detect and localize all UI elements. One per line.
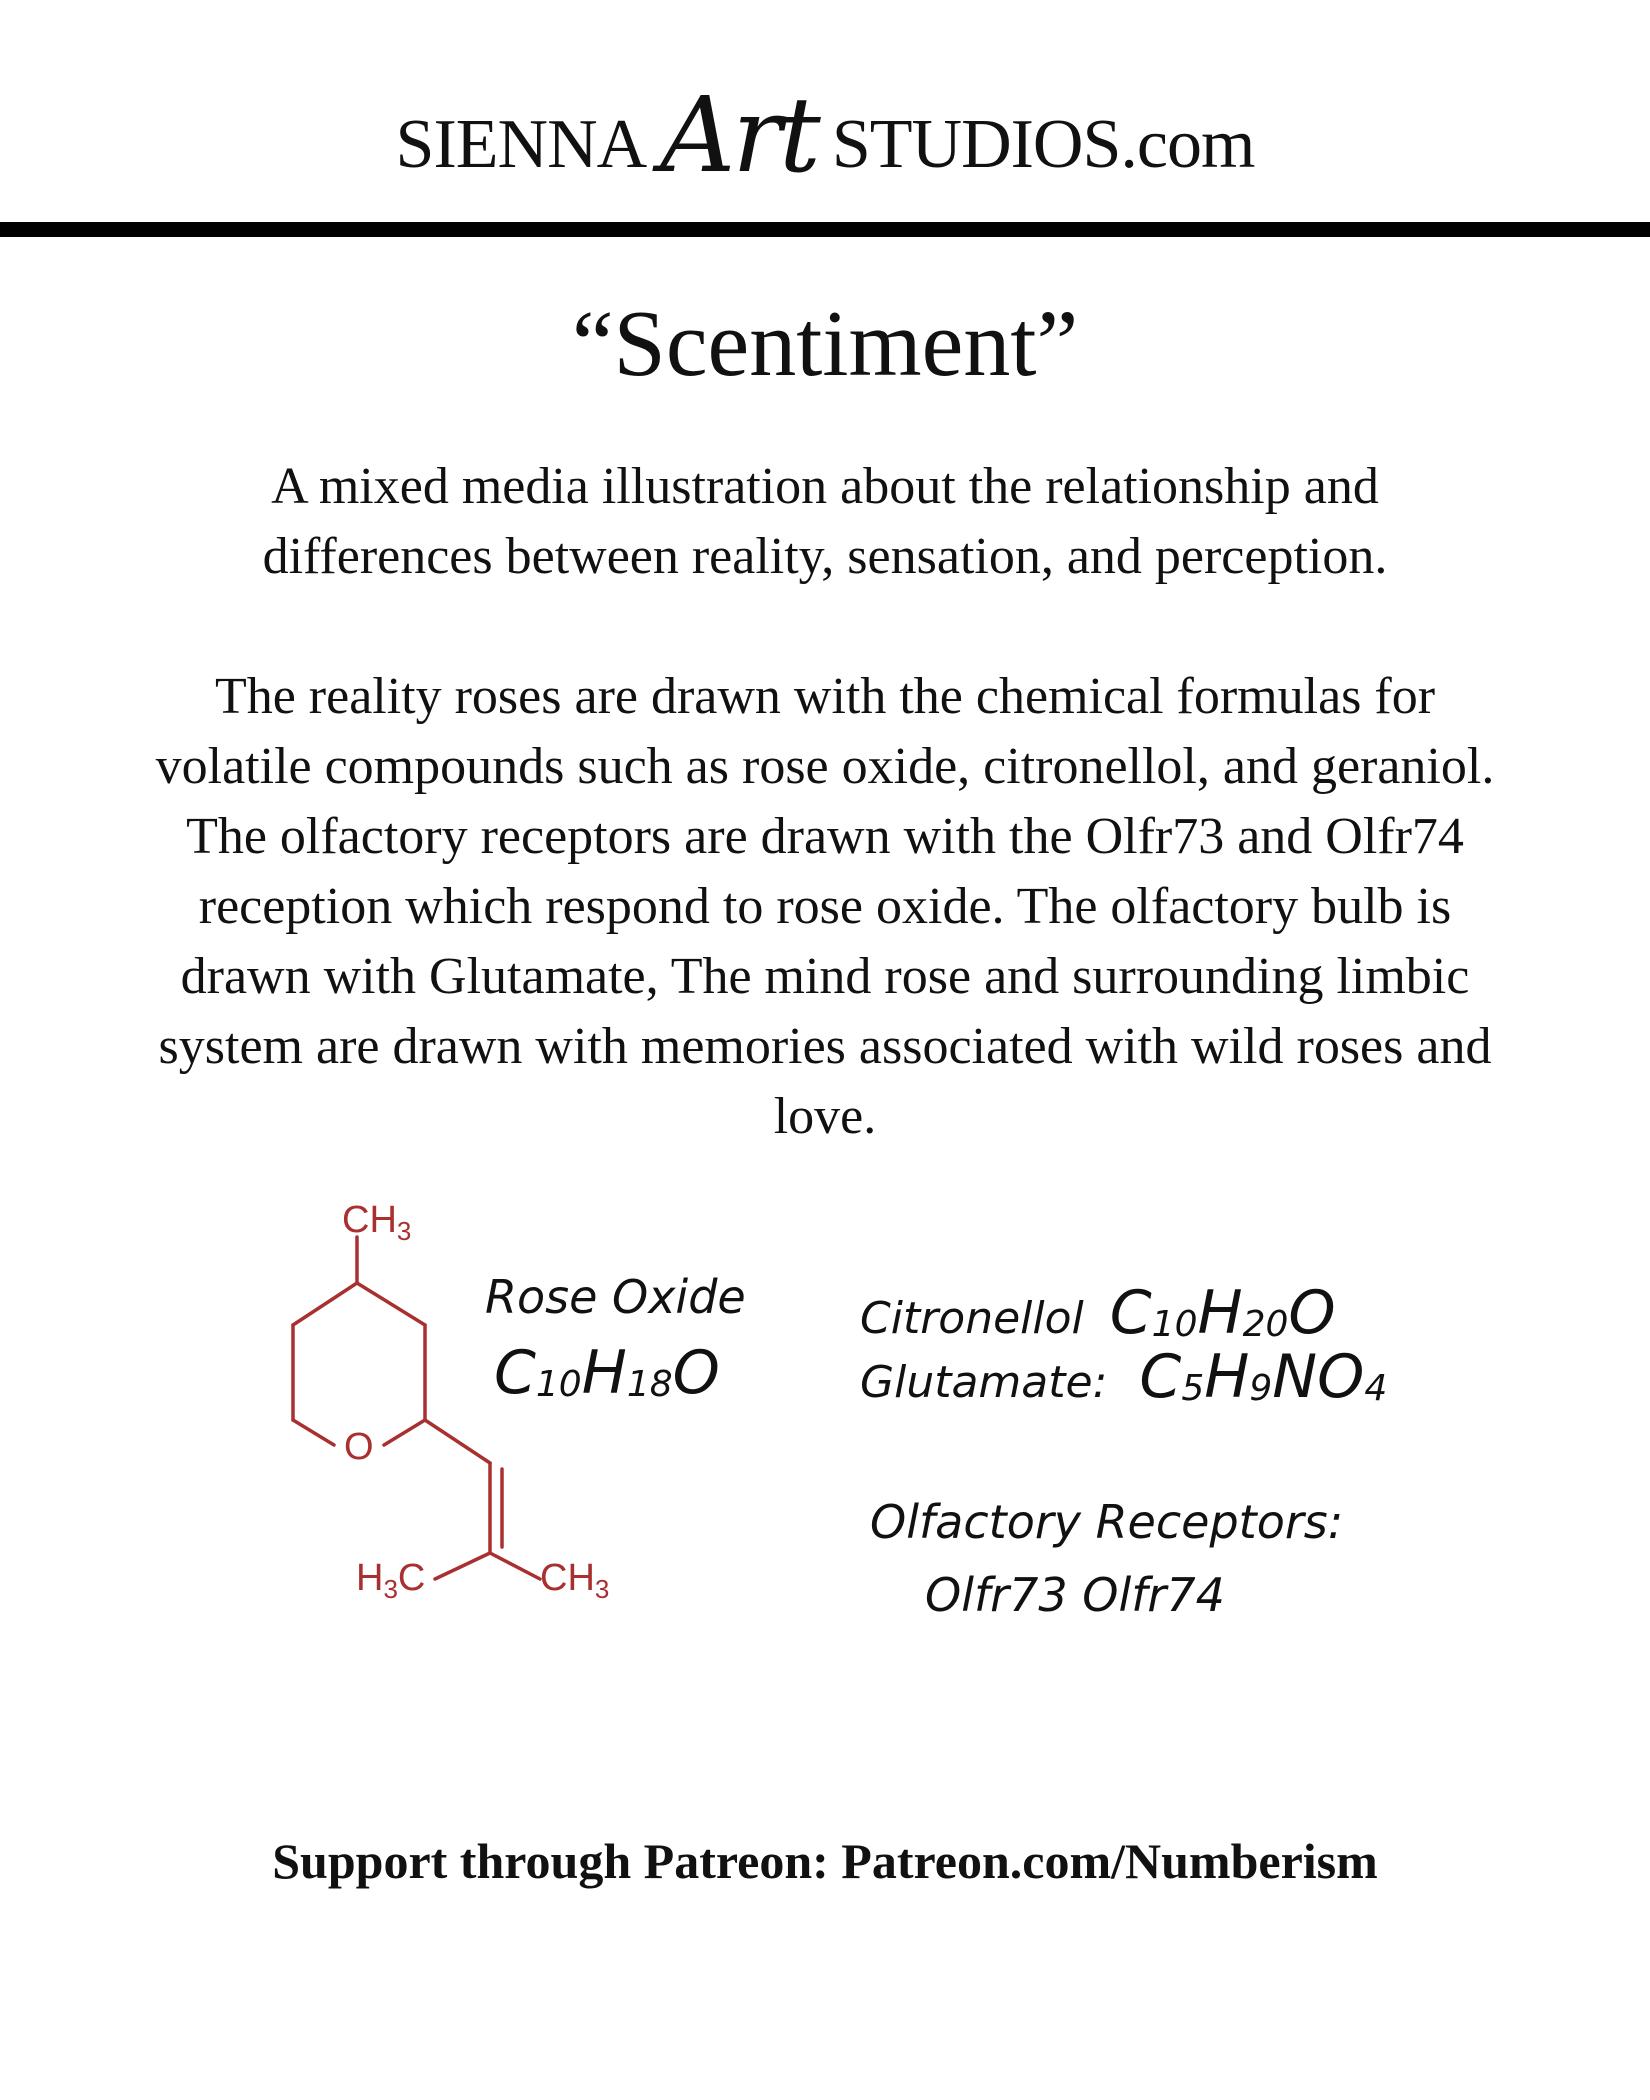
glutamate-label xyxy=(860,1342,1387,1412)
bond-right-methyl xyxy=(490,1553,540,1579)
formula-element: H xyxy=(581,1338,627,1408)
receptors-list: Olfr73 Olfr74 xyxy=(925,1568,1225,1622)
citronellol-label xyxy=(860,1278,1336,1348)
methyl-right-label: $CH_3$ xyxy=(540,1557,610,1604)
formula-subscript: 9 xyxy=(1249,1367,1273,1409)
bond-ring-6 xyxy=(293,1283,357,1325)
methyl-top-label: $CH_3$ xyxy=(342,1199,412,1246)
formula-element: N xyxy=(1272,1342,1318,1412)
brand-left: SIENNA xyxy=(395,106,647,183)
formula-element: O xyxy=(672,1338,720,1408)
bond-side-chain xyxy=(425,1420,490,1463)
formula-subscript: 20 xyxy=(1242,1303,1289,1345)
bond-ring-4 xyxy=(293,1420,334,1445)
formula-subscript: 10 xyxy=(535,1363,582,1405)
formula-subscript: 18 xyxy=(626,1363,673,1405)
receptors-title: Olfactory Receptors: xyxy=(870,1495,1344,1549)
formula-element: C xyxy=(1109,1278,1152,1348)
citronellol-formula xyxy=(1110,1278,1336,1348)
details-paragraph: The reality roses are drawn with the chemical formulas for volatile compounds such as rose oxide, citronellol, and geraniol. The olfactory receptors are drawn with the Olfr73 and Olfr74 reception which respond to rose oxide. The olfactory bulb is drawn with Glutamate, The mind rose and surrounding limbic system are drawn with memories associated with wild roses and love. xyxy=(155,668,1495,1145)
site-header xyxy=(0,70,1650,220)
formula-element: C xyxy=(1139,1342,1182,1412)
oxygen-label: O xyxy=(344,1426,374,1468)
brand-art-script: Art xyxy=(660,74,818,196)
glutamate-name: Glutamate: xyxy=(860,1357,1108,1408)
page-title: “Scentiment” xyxy=(571,292,1079,396)
bond-ring-3 xyxy=(384,1420,425,1445)
intro-paragraph: A mixed media illustration about the relationship and differences between reality, sensation, and perception. xyxy=(262,458,1388,585)
patreon-support-text: Support through Patreon: Patreon.com/Numberism xyxy=(272,1833,1378,1889)
formula-element: H xyxy=(1204,1342,1250,1412)
header-divider xyxy=(0,222,1650,237)
formula-element: O xyxy=(1317,1342,1365,1412)
formula-subscript: 10 xyxy=(1151,1303,1198,1345)
bond-ring-1 xyxy=(357,1283,425,1325)
rose-oxide-formula xyxy=(494,1338,720,1408)
rose-oxide-structure-diagram xyxy=(270,1195,690,1635)
formula-element: O xyxy=(1288,1278,1336,1348)
formula-element: C xyxy=(494,1338,536,1408)
formula-subscript: 5 xyxy=(1181,1367,1205,1409)
glutamate-formula xyxy=(1139,1342,1387,1412)
methyl-left-label: $H_3C$ xyxy=(356,1557,426,1604)
bond-left-methyl xyxy=(435,1553,490,1579)
formula-element: H xyxy=(1197,1278,1243,1348)
citronellol-name: Citronellol xyxy=(860,1293,1084,1344)
rose-oxide-name: Rose Oxide xyxy=(485,1270,746,1324)
brand-right: STUDIOS.com xyxy=(831,106,1255,183)
formula-subscript: 4 xyxy=(1364,1367,1388,1409)
